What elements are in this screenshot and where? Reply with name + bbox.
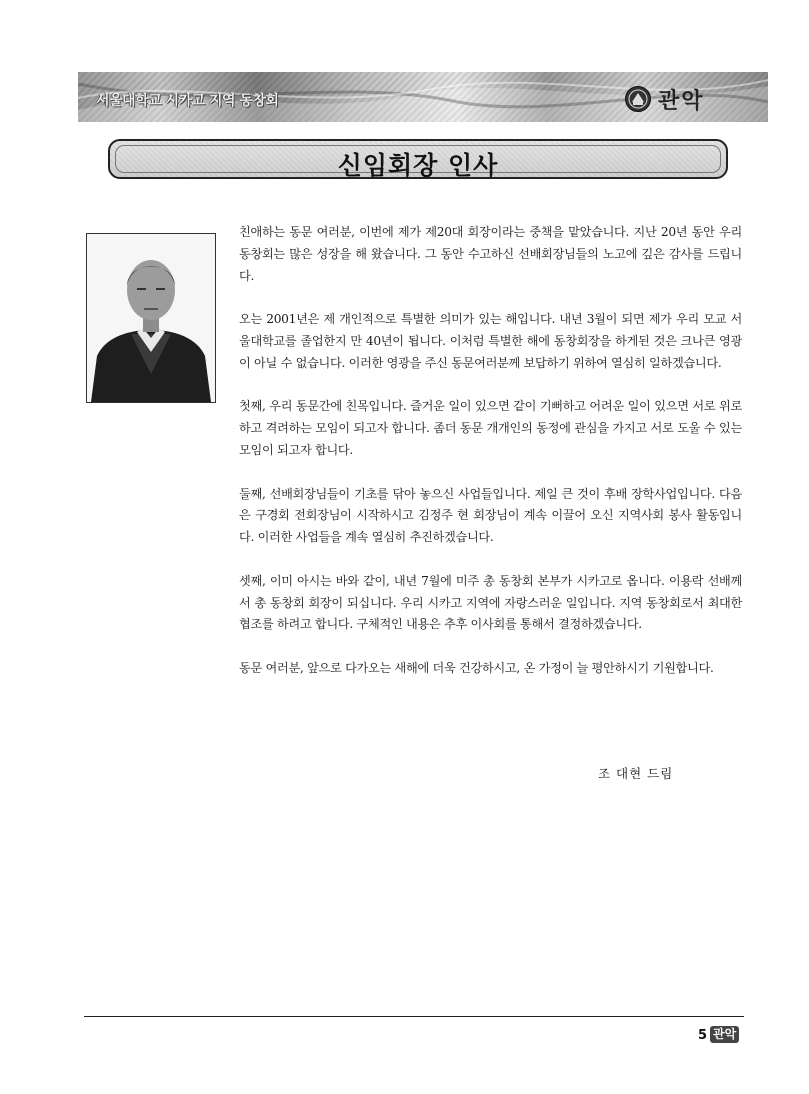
banner-title: 서울대학교 시카고 지역 동창회: [96, 93, 279, 109]
footer-logo: 관악: [710, 1026, 739, 1043]
page-title: 신임회장 인사: [337, 151, 499, 180]
footer-divider: [84, 1016, 744, 1017]
title-box: [108, 139, 728, 179]
portrait-illustration: [87, 234, 215, 402]
paragraph-anniversary: 오는 2001년은 제 개인적으로 특별한 의미가 있는 해입니다. 내년 3월이 되면 제가 우리 모교 서울대학교를 졸업한지 만 40년이 됩니다. 이처럼 특별한 해에 동창회장을 하게된 것은 크나큰 영광이 아닐 수 없습니다. 이러한 영광을 주신 동문여러분께 보답하기 위하여 열심히 일하겠습니다.: [239, 312, 742, 370]
paragraph-closing: 동문 여러분, 앞으로 다가오는 새해에 더욱 건강하시고, 온 가정이 늘 평안하시기 기원합니다.: [239, 660, 714, 675]
header-logo-text: 관악: [658, 89, 705, 114]
paragraph-greeting: 친애하는 동문 여러분, 이번에 제가 제20대 회장이라는 중책을 맡았습니다. 지난 20년 동안 우리 동창회는 많은 성장을 해 왔습니다. 그 동안 수고하신 선배회장님들의 노고에 깊은 감사를 드립니다.: [239, 225, 742, 283]
portrait-photo: [86, 233, 216, 403]
snu-seal-icon: [624, 85, 652, 113]
paragraph-first-goal: 첫째, 우리 동문간에 친목입니다. 즐거운 일이 있으면 같이 기뻐하고 어려운 일이 있으면 서로 위로하고 격려하는 모임이 되고자 합니다. 좀더 동문 개개인의 동정에 관심을 가지고 서로 도울 수 있는 모임이 되고자 합니다.: [239, 399, 742, 457]
paragraph-third-goal: 셋째, 이미 아시는 바와 같이, 내년 7월에 미주 총 동창회 본부가 시카고로 옵니다. 이용락 선배께서 총 동창회 회장이 되십니다. 우리 시카고 지역에 자랑스러운 일입니다. 지역 동창회로서 최대한 협조를 하려고 합니다. 구체적인 내용은 추후 이사회를 통해서 결정하겠습니다.: [239, 573, 742, 632]
letter-body: [239, 222, 742, 702]
header-banner: [78, 72, 768, 122]
paragraph-second-goal: 둘째, 선배회장님들이 기초를 닦아 놓으신 사업들입니다. 제일 큰 것이 후배 장학사업입니다. 다음은 구경회 전회장님이 시작하시고 김정주 현 회장님이 계속 이끌어 오신 지역사회 봉사 활동입니다. 이러한 사업들을 계속 열심히 추진하겠습니다.: [239, 486, 742, 545]
page-number: 5: [698, 1028, 708, 1043]
signature: 조 대현 드림: [598, 766, 674, 781]
